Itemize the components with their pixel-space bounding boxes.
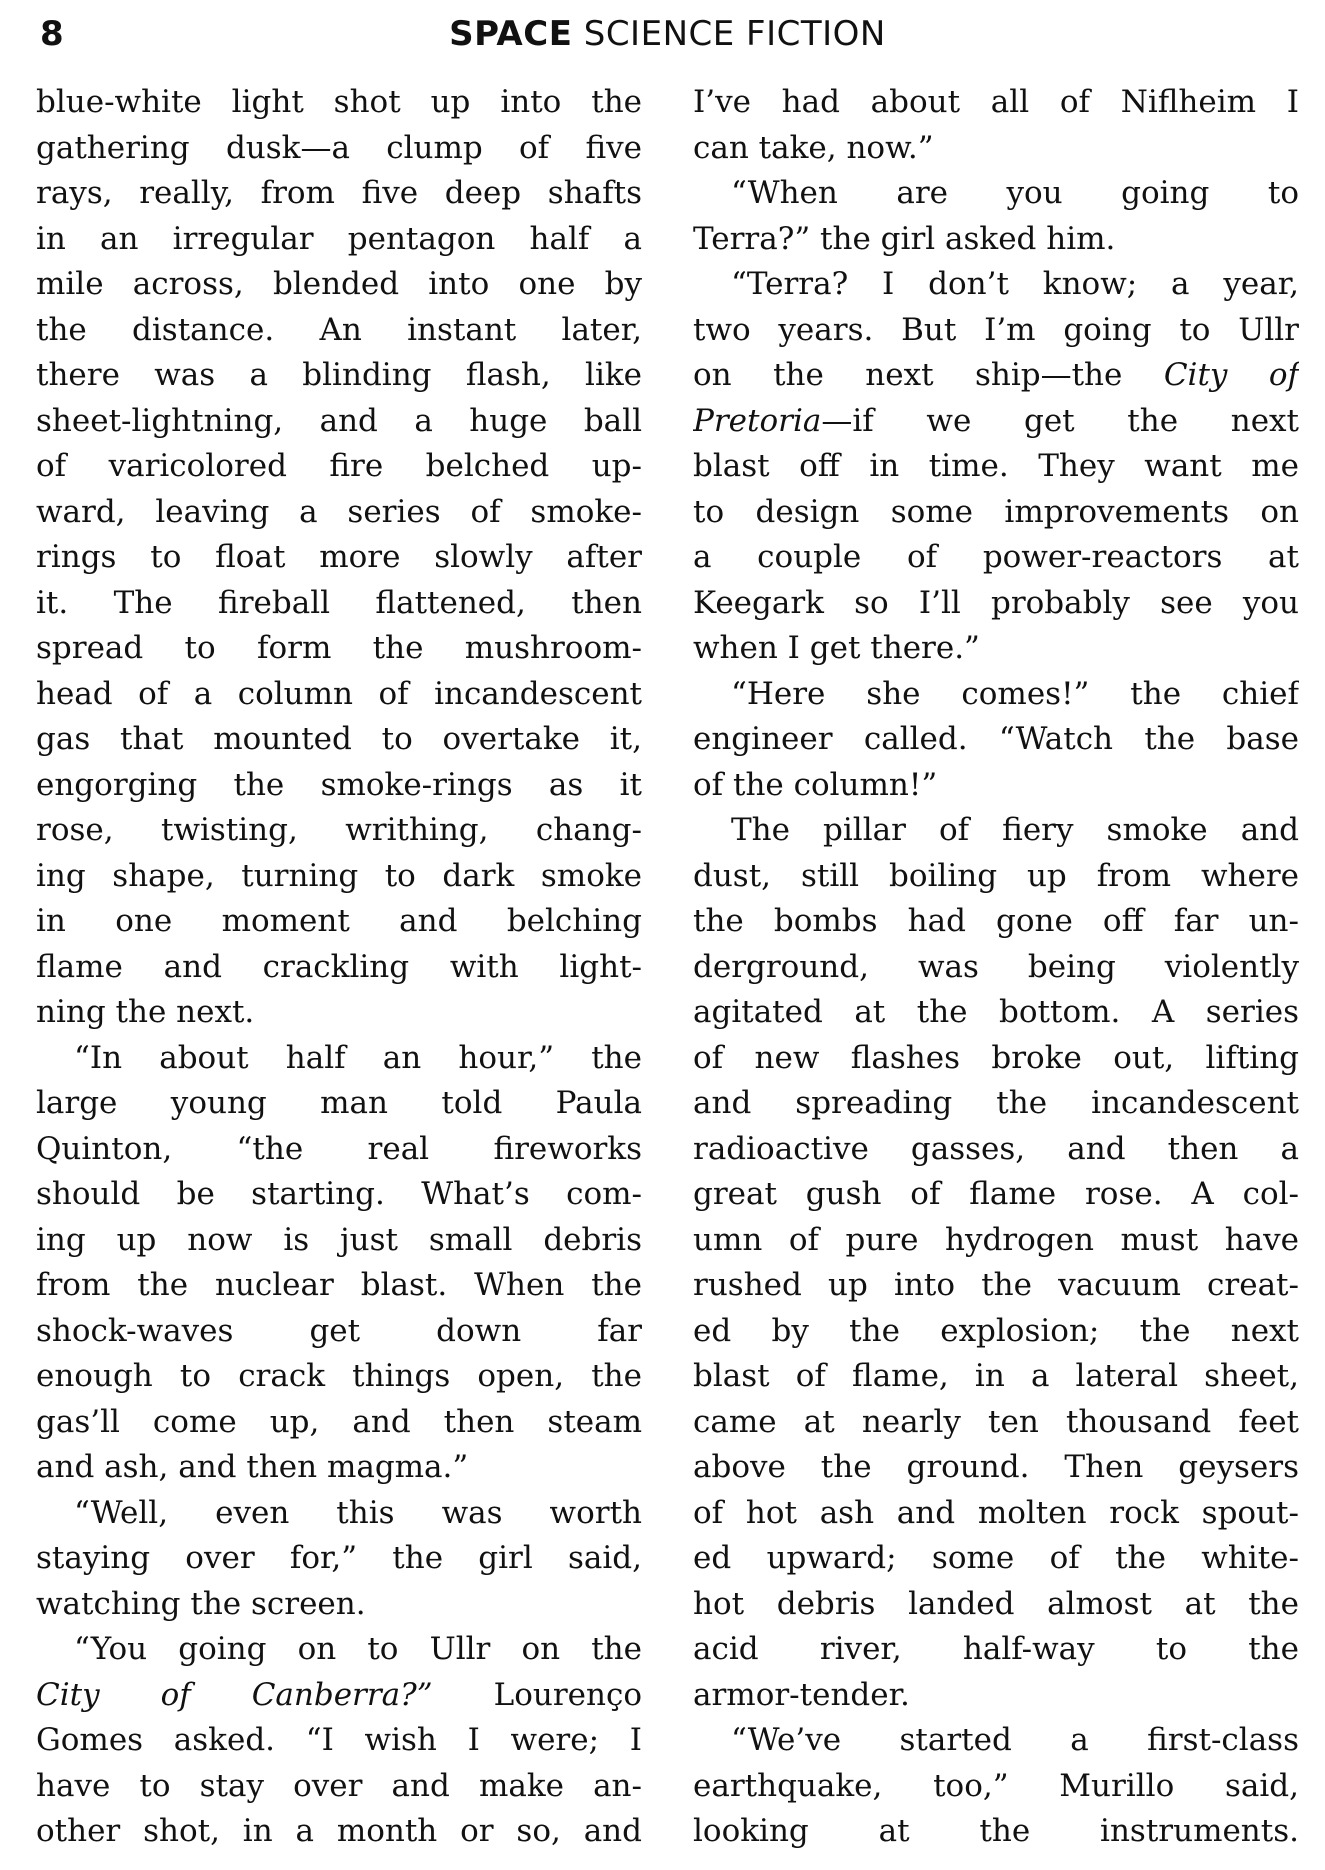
line-text: flame and crackling with light- <box>36 948 642 985</box>
line-text: spread to form the mushroom- <box>36 630 642 666</box>
text-line <box>693 899 1299 945</box>
line-text: of the column!” <box>693 766 938 803</box>
text-line <box>693 1263 1299 1309</box>
line-text: in one moment and belching <box>36 903 642 939</box>
text-line <box>693 217 1299 263</box>
line-text: on the next ship—the <box>693 357 1164 393</box>
line-text: gathering dusk—a clump of five <box>36 129 642 166</box>
line-text: derground, was being violently <box>693 948 1299 985</box>
line-text: “We’ve started a first-class <box>731 1722 1299 1758</box>
text-line <box>36 262 642 308</box>
text-line <box>693 581 1299 627</box>
line-text: rose, twisting, writhing, chang- <box>36 812 642 848</box>
line-text: agitated at the bottom. A series <box>693 994 1299 1030</box>
line-text: should be starting. What’s com- <box>36 1176 642 1212</box>
line-text: rushed up into the vacuum creat- <box>693 1267 1299 1303</box>
text-line <box>36 1445 642 1491</box>
text-line <box>693 1354 1299 1400</box>
line-text: when I get there.” <box>693 630 980 666</box>
text-line <box>36 1764 642 1810</box>
text-line <box>36 1673 642 1719</box>
line-text: ning the next. <box>36 994 255 1030</box>
text-line <box>693 1673 1299 1719</box>
line-text: great gush of flame rose. A col- <box>693 1176 1299 1212</box>
text-line <box>693 1445 1299 1491</box>
text-line <box>693 990 1299 1036</box>
line-text: of hot ash and molten rock spout- <box>693 1494 1299 1531</box>
line-text: in an irregular pentagon half a <box>36 220 642 257</box>
text-line <box>693 854 1299 900</box>
italic-text: Pretoria <box>693 402 822 439</box>
text-line <box>693 1309 1299 1355</box>
line-text: engorging the smoke-rings as it <box>36 766 642 803</box>
line-text: of new flashes broke out, lifting <box>693 1039 1299 1076</box>
text-line <box>693 672 1299 718</box>
text-line <box>693 399 1299 445</box>
text-line <box>36 854 642 900</box>
line-text: earthquake, too,” Murillo said, <box>693 1767 1299 1804</box>
line-text: shock-waves get down far <box>36 1312 642 1349</box>
text-line <box>36 217 642 263</box>
text-line <box>693 1491 1299 1537</box>
italic-text: City of Canberra?” <box>36 1676 433 1713</box>
text-line <box>693 1218 1299 1264</box>
line-text: “In about half an hour,” the <box>74 1039 642 1076</box>
line-text: Lourenço <box>432 1676 642 1713</box>
line-text: ing shape, turning to dark smoke <box>36 857 642 894</box>
line-text: the distance. An instant later, <box>36 311 642 348</box>
right-text-column <box>693 80 1299 1855</box>
text-line <box>36 1172 642 1218</box>
text-line <box>36 535 642 581</box>
line-text: acid river, half-way to the <box>693 1631 1299 1667</box>
text-line <box>693 763 1299 809</box>
magazine-title-strong: SPACE <box>449 14 573 54</box>
line-text: Keegark so I’ll probably see you <box>693 584 1299 621</box>
line-text: can take, now.” <box>693 129 934 166</box>
running-head <box>40 14 1295 54</box>
line-text: “Well, even this was worth <box>74 1494 642 1531</box>
text-line <box>693 1718 1299 1764</box>
line-text: a couple of power-reactors at <box>693 539 1299 575</box>
line-text: rings to float more slowly after <box>36 539 642 575</box>
text-line <box>693 80 1299 126</box>
line-text: radioactive gasses, and then a <box>693 1130 1299 1167</box>
line-text: —if we get the next <box>821 402 1299 439</box>
text-line <box>693 1536 1299 1582</box>
line-text: mile across, blended into one by <box>36 266 642 302</box>
text-line <box>36 763 642 809</box>
text-line <box>36 945 642 991</box>
line-text: The pillar of fiery smoke and <box>731 812 1299 848</box>
text-line <box>36 1218 642 1264</box>
text-line <box>36 1354 642 1400</box>
line-text: two years. But I’m going to Ullr <box>693 311 1299 348</box>
line-text: looking at the instruments. <box>693 1813 1299 1849</box>
text-line <box>693 171 1299 217</box>
text-line <box>36 1263 642 1309</box>
line-text: staying over for,” the girl said, <box>36 1540 642 1576</box>
text-line <box>36 1127 642 1173</box>
text-line <box>693 1764 1299 1810</box>
line-text: from the nuclear blast. When the <box>36 1267 642 1303</box>
line-text: engineer called. “Watch the base <box>693 721 1299 757</box>
text-line <box>36 1036 642 1082</box>
text-line <box>36 1081 642 1127</box>
line-text: and spreading the incandescent <box>693 1085 1299 1121</box>
italic-text: City of <box>1163 357 1299 393</box>
left-text-column <box>36 80 642 1855</box>
line-text: gas that mounted to overtake it, <box>36 721 642 757</box>
text-line <box>36 581 642 627</box>
text-line <box>36 171 642 217</box>
text-line <box>693 1081 1299 1127</box>
text-line <box>36 126 642 172</box>
text-line <box>693 126 1299 172</box>
magazine-title-rest: SCIENCE FICTION <box>583 14 886 54</box>
line-text: enough to crack things open, the <box>36 1358 642 1394</box>
line-text: gas’ll come up, and then steam <box>36 1403 642 1440</box>
text-line <box>36 444 642 490</box>
text-line <box>36 80 642 126</box>
line-text: watching the screen. <box>36 1585 366 1622</box>
line-text: head of a column of incandescent <box>36 675 642 712</box>
text-line <box>36 626 642 672</box>
line-text: ed upward; some of the white- <box>693 1540 1299 1576</box>
text-line <box>693 535 1299 581</box>
text-line <box>36 808 642 854</box>
page-header <box>40 14 1295 64</box>
text-line <box>693 626 1299 672</box>
text-line <box>36 1536 642 1582</box>
text-line <box>693 308 1299 354</box>
text-line <box>36 353 642 399</box>
text-line <box>693 1582 1299 1628</box>
text-line <box>693 490 1299 536</box>
text-line <box>693 1127 1299 1173</box>
text-line <box>36 1627 642 1673</box>
line-text: to design some improvements on <box>693 493 1299 530</box>
text-line <box>693 262 1299 308</box>
text-line <box>693 1627 1299 1673</box>
line-text: the bombs had gone off far un- <box>693 903 1299 939</box>
line-text: dust, still boiling up from where <box>693 857 1299 894</box>
line-text: armor-tender. <box>693 1676 910 1713</box>
line-text: blast off in time. They want me <box>693 448 1299 484</box>
page-number: 8 <box>40 14 64 54</box>
line-text: there was a blinding flash, like <box>36 357 642 393</box>
line-text: “Terra? I don’t know; a year, <box>731 266 1299 302</box>
text-line <box>693 1036 1299 1082</box>
text-line <box>36 1400 642 1446</box>
text-line <box>36 717 642 763</box>
line-text: Quinton, “the real fireworks <box>36 1130 642 1167</box>
text-line <box>693 1400 1299 1446</box>
line-text: Terra?” the girl asked him. <box>693 220 1116 257</box>
line-text: came at nearly ten thousand feet <box>693 1403 1299 1440</box>
text-line <box>693 808 1299 854</box>
line-text: hot debris landed almost at the <box>693 1585 1299 1622</box>
text-line <box>36 1809 642 1855</box>
text-line <box>36 672 642 718</box>
line-text: sheet-lightning, and a huge ball <box>36 402 642 439</box>
text-line <box>36 1491 642 1537</box>
text-line <box>36 990 642 1036</box>
line-text: rays, really, from five deep shafts <box>36 175 642 211</box>
text-line <box>693 1809 1299 1855</box>
text-line <box>36 308 642 354</box>
line-text: ed by the explosion; the next <box>693 1312 1299 1349</box>
text-line <box>693 1172 1299 1218</box>
line-text: umn of pure hydrogen must have <box>693 1221 1299 1258</box>
text-line <box>36 1718 642 1764</box>
line-text: blue-white light shot up into the <box>36 84 642 120</box>
line-text: have to stay over and make an- <box>36 1767 642 1804</box>
line-text: and ash, and then magma.” <box>36 1449 469 1485</box>
line-text: ward, leaving a series of smoke- <box>36 493 642 530</box>
text-line <box>36 1309 642 1355</box>
text-line <box>36 399 642 445</box>
text-line <box>693 717 1299 763</box>
text-line <box>36 1582 642 1628</box>
line-text: ing up now is just small debris <box>36 1221 642 1258</box>
line-text: Gomes asked. “I wish I were; I <box>36 1722 642 1758</box>
line-text: it. The fireball flattened, then <box>36 584 642 621</box>
text-line <box>36 899 642 945</box>
line-text: “You going on to Ullr on the <box>74 1631 642 1667</box>
line-text: “When are you going to <box>731 175 1299 211</box>
line-text: I’ve had about all of Niflheim I <box>693 84 1299 120</box>
line-text: large young man told Paula <box>36 1085 642 1121</box>
line-text: blast of flame, in a lateral sheet, <box>693 1358 1299 1394</box>
line-text: above the ground. Then geysers <box>693 1449 1299 1485</box>
text-line <box>693 353 1299 399</box>
text-line <box>693 444 1299 490</box>
text-line <box>36 490 642 536</box>
text-line <box>693 945 1299 991</box>
line-text: “Here she comes!” the chief <box>731 675 1299 712</box>
line-text: other shot, in a month or so, and <box>36 1813 642 1849</box>
line-text: of varicolored fire belched up- <box>36 448 642 484</box>
